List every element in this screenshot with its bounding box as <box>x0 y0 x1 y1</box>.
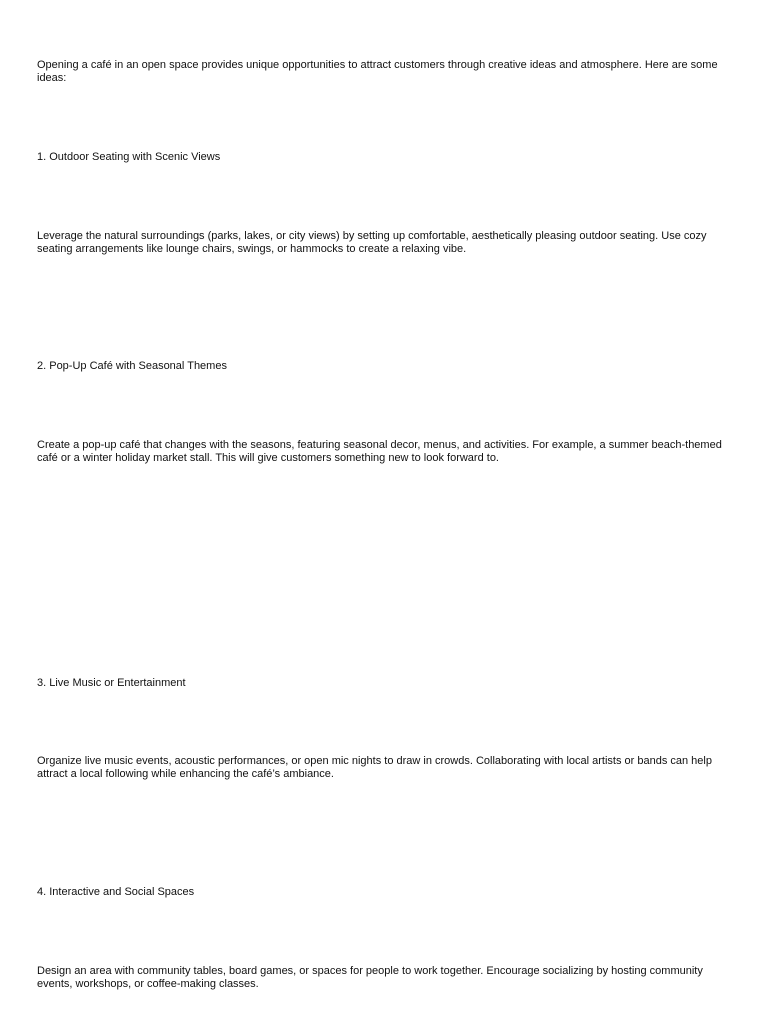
section-body-outdoor-seating: Leverage the natural surroundings (parks, lakes, or city views) by setting up comfortable, aesthetically pleasing outdoor seating. Use cozy seating arrangements like lounge chairs, swings, or hammocks to create a relaxing vibe. <box>37 230 707 255</box>
intro-paragraph: Opening a café in an open space provides unique opportunities to attract customers through creative ideas and atmosphere. Here are some ideas: <box>37 59 718 84</box>
section-heading-live-music: 3. Live Music or Entertainment <box>37 677 186 689</box>
section-body-pop-up-cafe: Create a pop-up café that changes with the seasons, featuring seasonal decor, menus, and activities. For example, a summer beach-themed café or a winter holiday market stall. This will give customers something new to look forward to. <box>37 439 722 464</box>
section-heading-social-spaces: 4. Interactive and Social Spaces <box>37 886 195 898</box>
section-heading-outdoor-seating: 1. Outdoor Seating with Scenic Views <box>37 151 221 163</box>
section-body-live-music: Organize live music events, acoustic performances, or open mic nights to draw in crowds. Collaborating with local artists or bands can help attract a local following while enhancing the café’s ambiance. <box>37 755 712 780</box>
section-heading-pop-up-cafe: 2. Pop-Up Café with Seasonal Themes <box>37 360 227 372</box>
section-body-social-spaces: Design an area with community tables, board games, or spaces for people to work together. Encourage socializing by hosting community events, workshops, or coffee-making classes. <box>37 965 703 990</box>
